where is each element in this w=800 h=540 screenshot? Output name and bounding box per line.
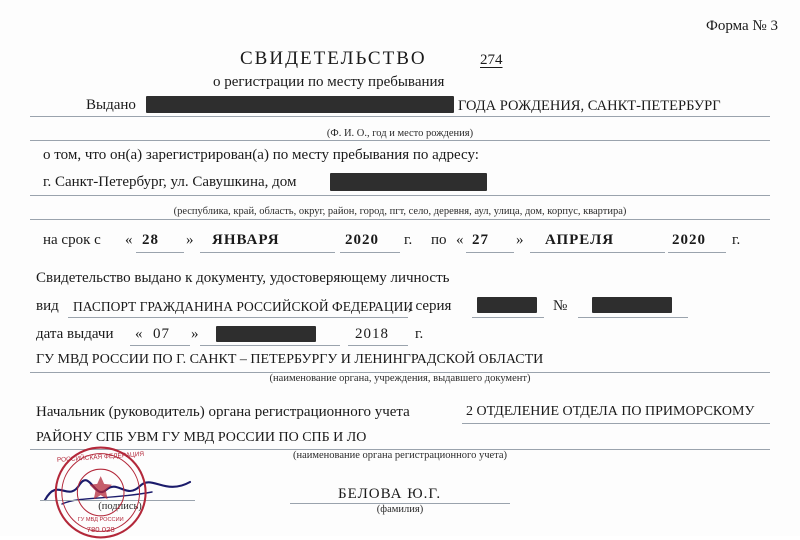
- chief-label: Начальник (руководитель) органа регистрационного учета: [36, 404, 410, 420]
- term-to-day: 27: [472, 232, 489, 248]
- registered-line: о том, что он(а) зарегистрирован(а) по месту пребывания по адресу:: [43, 147, 479, 163]
- rule-date-month: [200, 345, 340, 346]
- redacted-number: [592, 297, 672, 313]
- quote-open-1: «: [125, 232, 133, 248]
- chief-surname: БЕЛОВА Ю.Г.: [338, 486, 442, 502]
- rule-number: [578, 317, 688, 318]
- identity-authority: ГУ МВД РОССИИ ПО Г. САНКТ – ПЕТЕРБУРГУ И ЛЕНИНГРАДСКОЙ ОБЛАСТИ: [36, 352, 544, 367]
- identity-date-year-suffix: г.: [415, 326, 424, 342]
- chief-org-line-1: 2 ОТДЕЛЕНИЕ ОТДЕЛА ПО ПРИМОРСКОМУ: [466, 404, 755, 419]
- quote-close-1: »: [186, 232, 194, 248]
- issued-tail: ГОДА РОЖДЕНИЯ, САНКТ-ПЕТЕРБУРГ: [458, 98, 721, 114]
- term-from-day: 28: [142, 232, 159, 248]
- rule-to-year: [668, 252, 726, 253]
- redacted-series: [477, 297, 537, 313]
- term-year-label-2: г.: [732, 232, 741, 248]
- term-to-year: 2020: [672, 232, 706, 248]
- rule-from-month: [200, 252, 335, 253]
- certificate-number: 274: [480, 52, 503, 68]
- redacted-name: [146, 96, 454, 113]
- caption-address: (республика, край, область, округ, район, город, пгт, село, деревня, аул, улица, дом, корпус, квартира): [173, 206, 627, 217]
- address-text: г. Санкт-Петербург, ул. Савушкина, дом: [43, 174, 297, 190]
- rule-to-day: [466, 252, 514, 253]
- caption-org: (наименование органа регистрационного учета): [292, 450, 508, 461]
- rule-from-day: [136, 252, 184, 253]
- svg-text:РОССИЙСКАЯ ФЕДЕРАЦИЯ: РОССИЙСКАЯ ФЕДЕРАЦИЯ: [56, 450, 145, 464]
- term-from-year: 2020: [345, 232, 379, 248]
- identity-intro: Свидетельство выдано к документу, удостоверяющему личность: [36, 270, 450, 286]
- rule-org-1: [462, 423, 770, 424]
- quote-close-3: »: [191, 326, 199, 342]
- quote-open-3: «: [135, 326, 143, 342]
- term-prefix: на срок с: [43, 232, 101, 248]
- term-from-month: ЯНВАРЯ: [212, 232, 280, 248]
- redacted-address: [330, 173, 487, 191]
- caption-surname: (фамилия): [376, 504, 424, 515]
- identity-number-label: №: [553, 298, 568, 314]
- rule-blank-1: [30, 140, 770, 141]
- form-number: Форма № 3: [706, 18, 778, 34]
- page-subtitle: о регистрации по месту пребывания: [213, 74, 445, 90]
- identity-type-value: ПАСПОРТ ГРАЖДАНИНА РОССИЙСКОЙ ФЕДЕРАЦИИ: [73, 299, 414, 314]
- svg-text:ГУ МВД РОССИИ: ГУ МВД РОССИИ: [77, 517, 124, 523]
- identity-date-day: 07: [153, 326, 170, 342]
- page-title: СВИДЕТЕЛЬСТВО: [240, 48, 427, 69]
- rule-address: [30, 195, 770, 196]
- term-middle: по: [431, 232, 447, 248]
- term-to-month: АПРЕЛЯ: [545, 232, 615, 248]
- svg-text:780 028: 780 028: [86, 525, 115, 535]
- identity-date-label: дата выдачи: [36, 326, 114, 342]
- rule-date-day: [130, 345, 190, 346]
- official-stamp: [30, 445, 180, 540]
- rule-blank-2: [30, 219, 770, 220]
- identity-type-label: вид: [36, 298, 59, 314]
- rule-from-year: [340, 252, 400, 253]
- quote-open-2: «: [456, 232, 464, 248]
- rule-series: [472, 317, 544, 318]
- caption-signature: (подпись): [98, 501, 142, 512]
- term-year-label-1: г.: [404, 232, 413, 248]
- chief-org-line-2: РАЙОНУ СПБ УВМ ГУ МВД РОССИИ ПО СПБ И ЛО: [36, 430, 367, 445]
- quote-close-2: »: [516, 232, 524, 248]
- caption-fio: (Ф. И. О., год и место рождения): [326, 128, 474, 139]
- issued-label: Выдано: [86, 97, 136, 113]
- rule-issued: [30, 116, 770, 117]
- rule-date-year: [348, 345, 408, 346]
- rule-doc-type: [68, 317, 408, 318]
- redacted-month: [216, 326, 316, 342]
- caption-authority: (наименование органа, учреждения, выдавшего документ): [269, 373, 531, 384]
- identity-date-year: 2018: [355, 326, 389, 342]
- identity-series-label: , серия: [408, 298, 452, 314]
- rule-to-month: [530, 252, 665, 253]
